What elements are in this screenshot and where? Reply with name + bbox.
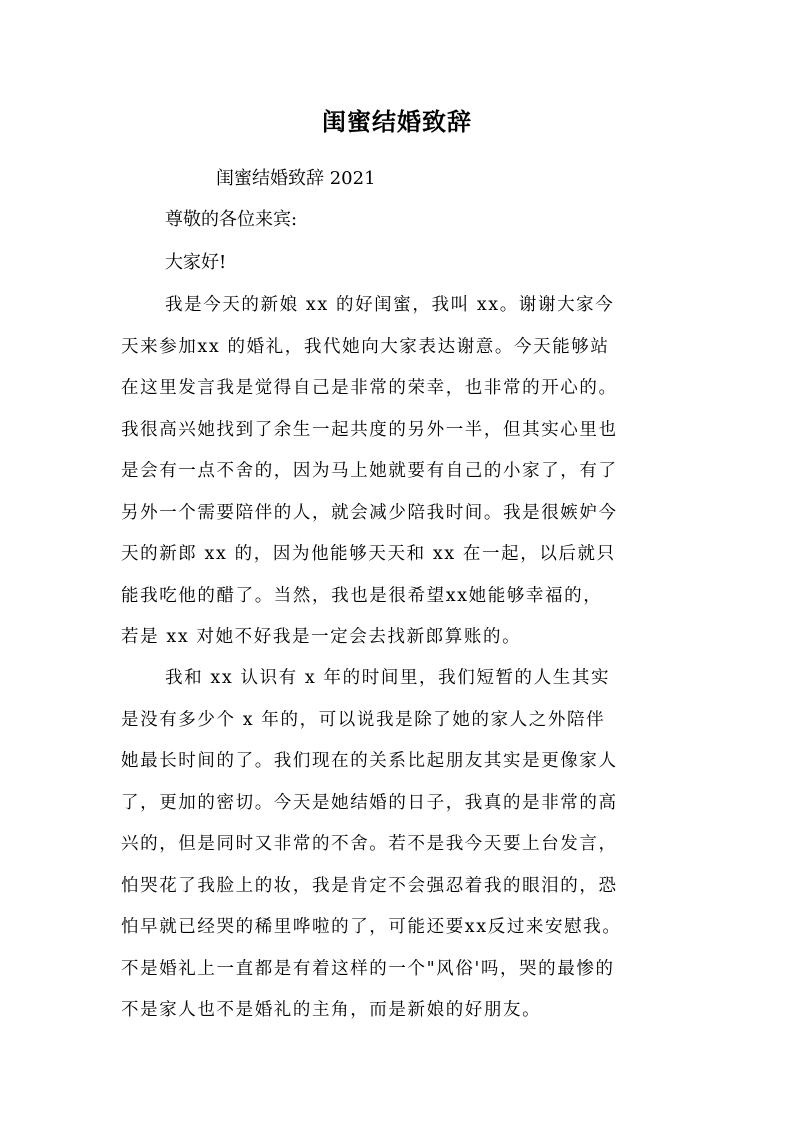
paragraph-line: 兴的，但是同时又非常的不舍。若不是我今天要上台发言， [121,834,618,854]
greeting: 大家好! [165,252,227,273]
paragraph-line: 能我吃他的醋了。当然，我也是很希望xx她能够幸福的， [121,585,603,606]
paragraph-1 [121,292,691,666]
paragraph-2 [121,665,691,1039]
paragraph-line: 在这里发言我是觉得自己是非常的荣幸，也非常的开心的。 [121,378,618,398]
paragraph-line: 天来参加xx 的婚礼，我代她向大家表达谢意。今天能够站 [121,336,610,357]
paragraph-line: 我和 xx 认识有 x 年的时间里，我们短暂的人生其实 [165,668,611,688]
paragraph-line: 怕早就已经哭的稀里哗啦的了，可能还要xx反过来安慰我。 [121,917,622,937]
paragraph-line: 她最长时间的了。我们现在的关系比起朋友其实是更像家人 [121,751,618,771]
paragraph-line: 天的新郎 xx 的，因为他能够天天和 xx 在一起，以后就只 [121,544,616,564]
paragraph-line: 不是家人也不是婚礼的主角，而是新娘的好朋友。 [121,1000,542,1020]
paragraph-line: 了，更加的密切。今天是她结婚的日子，我真的是非常的高 [121,792,618,813]
document-title: 闺蜜结婚致辞 [322,108,472,136]
paragraph-line: 不是婚礼上一直都是有着这样的一个"风俗'吗，哭的最惨的 [121,958,615,979]
paragraph-line: 另外一个需要陪伴的人，就会减少陪我时间。我是很嫉妒今 [121,502,618,523]
paragraph-line: 是没有多少个 x 年的，可以说我是除了她的家人之外陪伴 [121,709,606,730]
paragraph-line: 我是今天的新娘 xx 的好闺蜜，我叫 xx。谢谢大家今 [165,295,615,315]
paragraph-line: 我很高兴她找到了余生一起共度的另外一半，但其实心里也 [121,419,618,440]
salutation: 尊敬的各位来宾: [165,209,298,230]
paragraph-line: 怕哭花了我脸上的妆，我是肯定不会强忍着我的眼泪的，恐 [121,875,618,896]
document-subtitle: 闺蜜结婚致辞 2021 [216,168,376,189]
paragraph-line: 是会有一点不舍的，因为马上她就要有自己的小家了，有了 [121,461,618,481]
paragraph-line: 若是 xx 对她不好我是一定会去找新郎算账的。 [121,627,522,647]
